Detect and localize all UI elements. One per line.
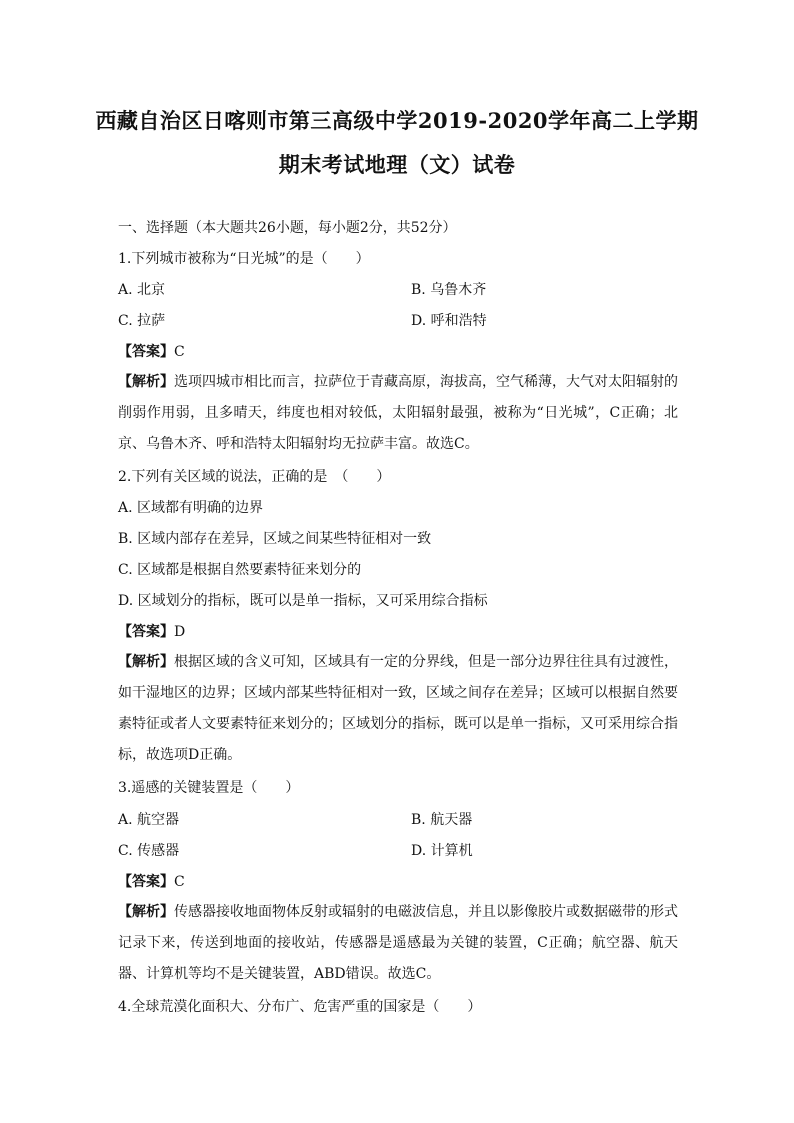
answer-tag: 【答案】 <box>118 344 174 360</box>
analysis-text: 选项四城市相比而言，拉萨位于青藏高原，海拔高，空气稀薄，大气对太阳辐射的削弱作用弱，且多晴天，纬度也相对较低，太阳辐射最强，被称为“日光城”，C正确；北京、乌鲁木齐、呼和浩特太阳辐射均无拉萨丰富。故选C。 <box>118 374 678 452</box>
question-3-stem: 3.遥感的关键装置是（ ） <box>118 780 300 796</box>
document-title-line1: 西藏自治区日喀则市第三高级中学2019-2020学年高二上学期 <box>95 108 699 133</box>
question-2-option-b: B. 区域内部存在差异，区域之间某些特征相对一致 <box>118 531 432 547</box>
question-3-option-b: B. 航天器 <box>411 812 473 828</box>
document-title-line2: 期末考试地理（文）试卷 <box>278 152 516 177</box>
question-1-analysis <box>118 367 678 460</box>
question-1-option-a: A. 北京 <box>118 282 166 298</box>
analysis-tag: 【解析】 <box>118 654 174 670</box>
answer-value: C <box>174 344 185 360</box>
question-3-option-d: D. 计算机 <box>411 843 473 859</box>
question-4-stem: 4.全球荒漠化面积大、分布广、危害严重的国家是（ ） <box>118 999 482 1015</box>
analysis-tag: 【解析】 <box>118 374 174 390</box>
question-3-analysis <box>118 897 678 990</box>
analysis-text: 传感器接收地面物体反射或辐射的电磁波信息，并且以影像胶片或数据磁带的形式记录下来，传送到地面的接收站，传感器是遥感最为关键的装置，C正确；航空器、航天器、计算机等均不是关键装置，ABD错误。故选C。 <box>118 904 678 982</box>
question-3-answer <box>118 872 185 892</box>
answer-value: D <box>174 624 186 640</box>
answer-tag: 【答案】 <box>118 624 174 640</box>
question-2-analysis <box>118 647 678 771</box>
question-3-option-c: C. 传感器 <box>118 843 180 859</box>
question-1-answer <box>118 342 185 362</box>
analysis-tag: 【解析】 <box>118 904 174 920</box>
question-1-option-b: B. 乌鲁木齐 <box>411 282 487 298</box>
question-3-option-a: A. 航空器 <box>118 812 180 828</box>
question-2-answer <box>118 622 185 642</box>
question-1-option-c: C. 拉萨 <box>118 313 166 329</box>
section-header: 一、选择题（本大题共26小题，每小题2分，共52分） <box>118 220 457 236</box>
question-2-option-d: D. 区域划分的指标，既可以是单一指标，又可采用综合指标 <box>118 593 488 609</box>
answer-value: C <box>174 874 185 890</box>
question-2-option-a: A. 区域都有明确的边界 <box>118 500 264 516</box>
question-1-stem: 1.下列城市被称为“日光城”的是（ ） <box>118 251 370 267</box>
question-1-option-d: D. 呼和浩特 <box>411 313 487 329</box>
question-2-stem: 2.下列有关区域的说法，正确的是 （ ） <box>118 469 391 485</box>
analysis-text: 根据区域的含义可知，区域具有一定的分界线，但是一部分边界往往具有过渡性，如干湿地区的边界；区域内部某些特征相对一致，区域之间存在差异；区域可以根据自然要素特征或者人文要素特征来划分的；区域划分的指标，既可以是单一指标，又可采用综合指标，故选项D正确。 <box>118 654 678 763</box>
answer-tag: 【答案】 <box>118 874 174 890</box>
question-2-option-c: C. 区域都是根据自然要素特征来划分的 <box>118 562 362 578</box>
